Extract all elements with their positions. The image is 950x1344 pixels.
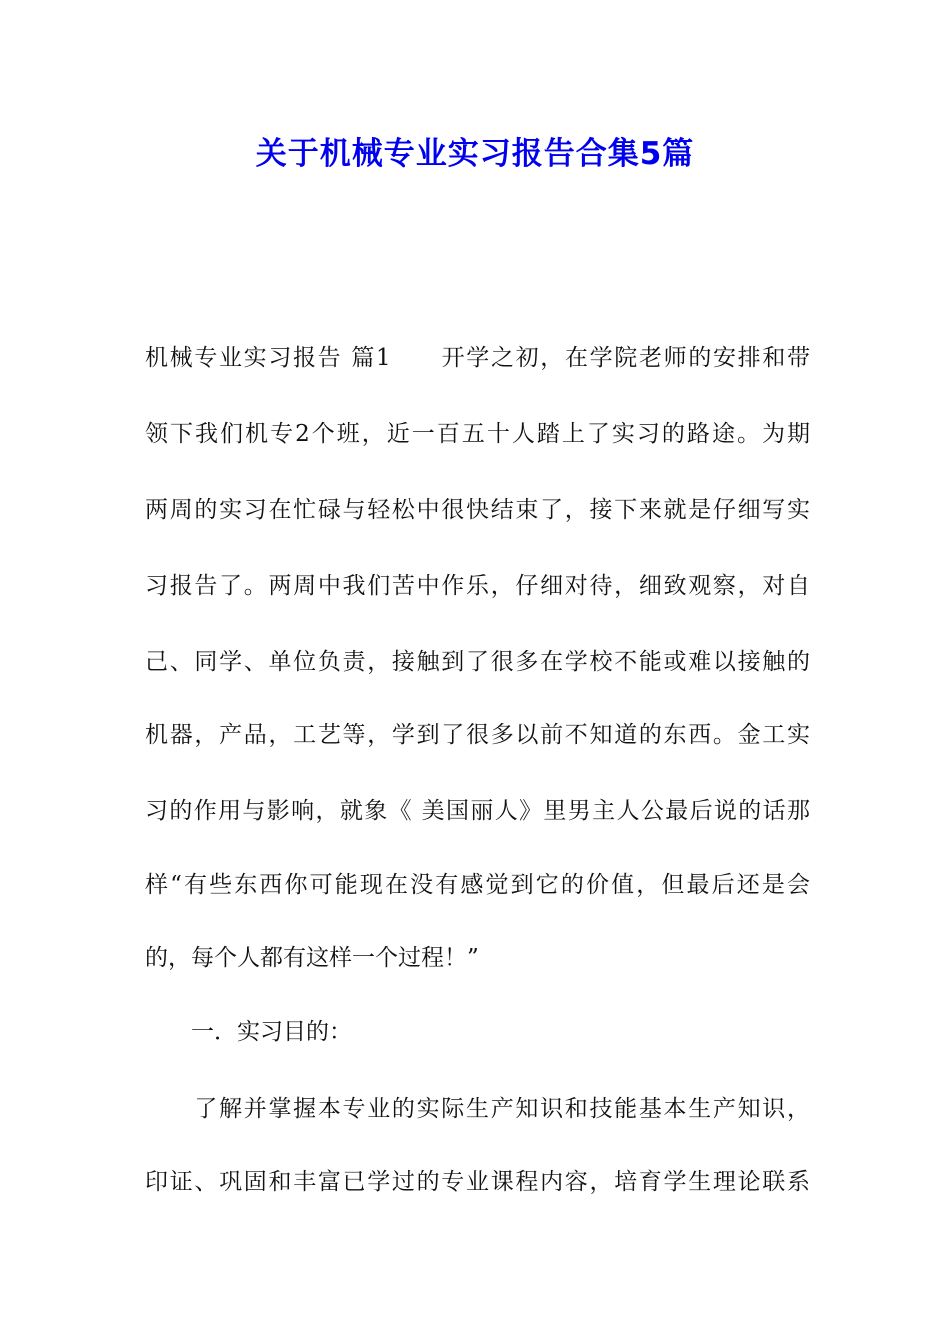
- body-line-6: 机器，产品，工艺等，学到了很多以前不知道的东西。金工实: [145, 722, 810, 748]
- body-line-1: 机械专业实习报告 篇1 开学之初，在学院老师的安排和带: [145, 345, 810, 371]
- body-line-9: 的，每个人都有这样一个过程！”: [145, 945, 479, 971]
- body-line-5: 己、同学、单位负责，接触到了很多在学校不能或难以接触的: [145, 649, 810, 675]
- body-line-7: 习的作用与影响，就象《 美国丽人》里男主人公最后说的话那: [145, 798, 810, 824]
- document-title: 关于机械专业实习报告合集5篇: [255, 136, 695, 172]
- section-heading: 一．实习目的：: [145, 1019, 352, 1045]
- body-line-11: 了解并掌握本专业的实际生产知识和技能基本生产知识，: [145, 1096, 810, 1122]
- body-line-8: 样“有些东西你可能现在没有感觉到它的价值，但最后还是会: [145, 872, 810, 898]
- body-line-4: 习报告了。两周中我们苦中作乐，仔细对待，细致观察，对自: [145, 573, 810, 599]
- body-line-3: 两周的实习在忙碌与轻松中很快结束了，接下来就是仔细写实: [145, 497, 810, 523]
- body-line-2: 领下我们机专2个班，近一百五十人踏上了实习的路途。为期: [145, 421, 810, 447]
- body-line-12: 印证、巩固和丰富已学过的专业课程内容，培育学生理论联系: [145, 1169, 810, 1195]
